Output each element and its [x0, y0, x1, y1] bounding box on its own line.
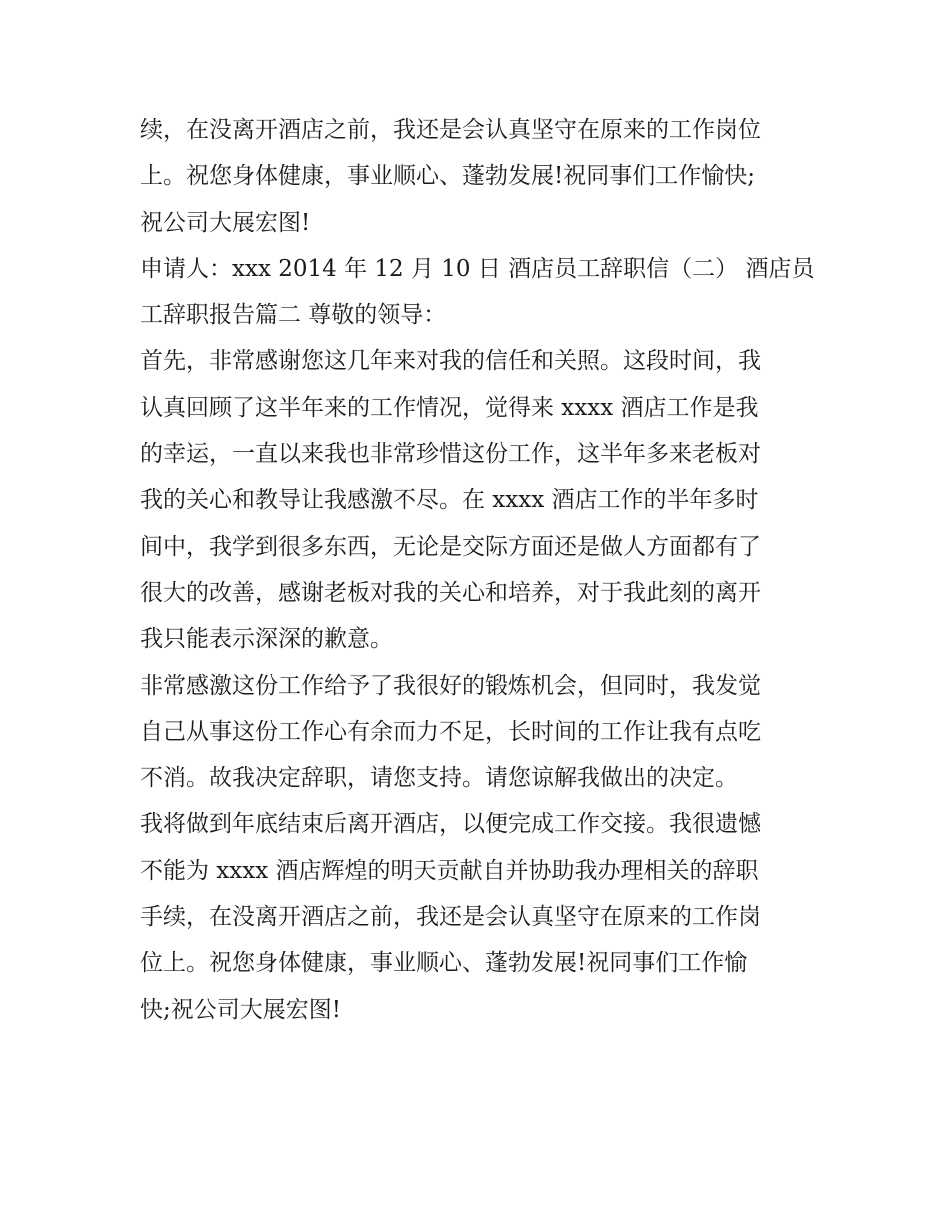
text-line: 位上。祝您身体健康，事业顺心、蓬勃发展!祝同事们工作愉 [140, 950, 748, 977]
text-line: 申请人：xxx 2014 年 12 月 10 日 酒店员工辞职信（二） 酒店员 [140, 255, 815, 282]
text-line: 上。祝您身体健康，事业顺心、蓬勃发展!祝同事们工作愉快; [140, 163, 755, 190]
text-line: 自己从事这份工作心有余而力不足，长时间的工作让我有点吃 [140, 718, 761, 745]
document-body [140, 107, 830, 1033]
text-line: 认真回顾了这半年来的工作情况，觉得来 xxxx 酒店工作是我 [140, 394, 759, 421]
text-line: 快;祝公司大展宏图! [140, 996, 341, 1023]
text-line: 工辞职报告篇二 尊敬的领导： [140, 302, 447, 329]
text-line: 祝公司大展宏图! [140, 209, 311, 236]
text-line: 不消。故我决定辞职，请您支持。请您谅解我做出的决定。 [140, 765, 738, 792]
text-line: 很大的改善，感谢老板对我的关心和培养，对于我此刻的离开 [140, 579, 761, 606]
text-line: 的幸运，一直以来我也非常珍惜这份工作，这半年多来老板对 [140, 441, 761, 468]
text-line: 不能为 xxxx 酒店辉煌的明天贡献自并协助我办理相关的辞职 [140, 857, 759, 884]
text-line: 间中，我学到很多东西，无论是交际方面还是做人方面都有了 [140, 533, 761, 560]
text-line: 我只能表示深深的歉意。 [140, 626, 393, 653]
text-line: 我的关心和教导让我感激不尽。在 xxxx 酒店工作的半年多时 [140, 487, 759, 514]
text-line: 非常感激这份工作给予了我很好的锻炼机会，但同时，我发觉 [140, 672, 761, 699]
text-line: 我将做到年底结束后离开酒店，以便完成工作交接。我很遗憾 [140, 811, 761, 838]
text-line: 手续，在没离开酒店之前，我还是会认真坚守在原来的工作岗 [140, 904, 761, 931]
text-line: 首先，非常感谢您这几年来对我的信任和关照。这段时间，我 [140, 348, 761, 375]
text-line: 续，在没离开酒店之前，我还是会认真坚守在原来的工作岗位 [140, 117, 761, 143]
